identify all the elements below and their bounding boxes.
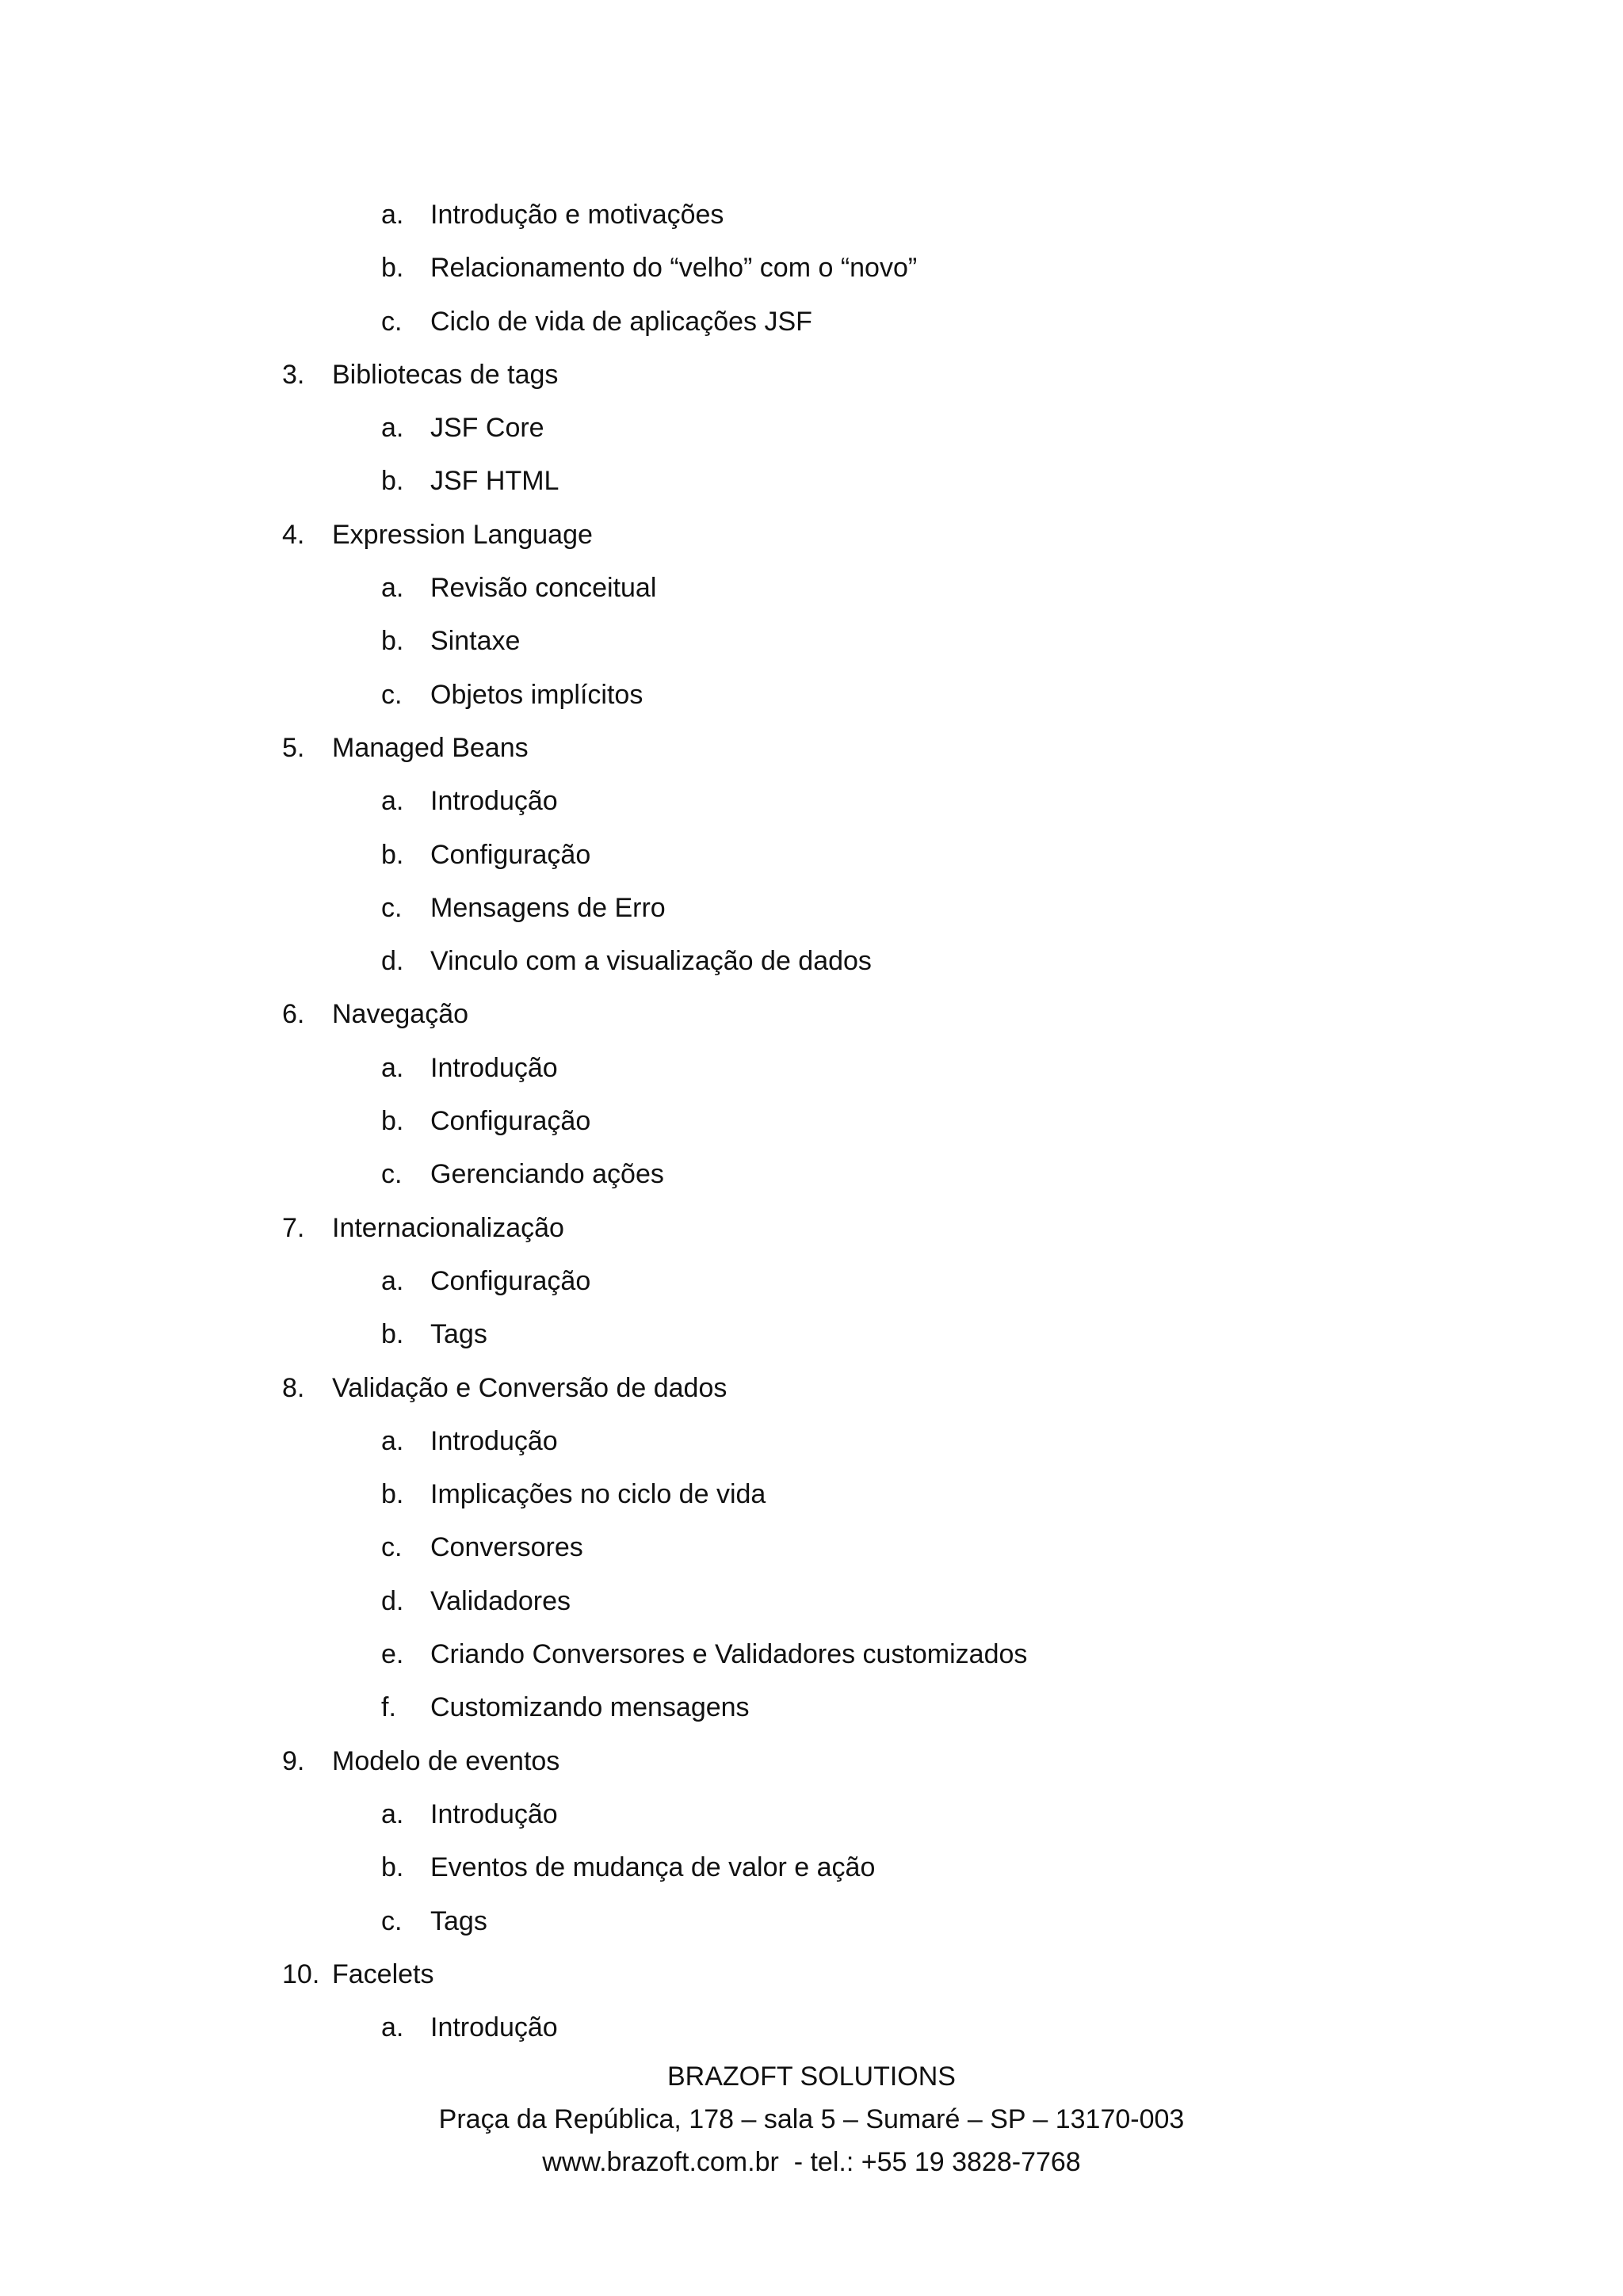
outline-marker: b.: [381, 466, 404, 497]
outline-text: Conversores: [430, 1532, 583, 1563]
outline-text: Facelets: [332, 1958, 434, 1989]
outline-section: [0, 1362, 1623, 1415]
outline-marker: c.: [381, 1532, 403, 1563]
outline-text: Sintaxe: [430, 626, 521, 657]
outline-text: Mensagens de Erro: [430, 892, 666, 923]
outline-text: Expression Language: [332, 519, 593, 550]
outline-subitem: [0, 669, 1623, 722]
outline-text: Managed Beans: [332, 732, 529, 763]
outline-section: [0, 722, 1623, 775]
outline-subitem: [0, 1628, 1623, 1681]
outline-text: Validadores: [430, 1585, 571, 1616]
outline-marker: 3.: [282, 359, 305, 390]
outline-subitem: [0, 1521, 1623, 1574]
outline-marker: b.: [381, 626, 404, 657]
outline-subitem: [0, 1788, 1623, 1841]
outline-text: Ciclo de vida de aplicações JSF: [430, 306, 812, 337]
page-footer: [0, 2055, 1623, 2183]
outline-section: [0, 1202, 1623, 1255]
outline-text: JSF Core: [430, 413, 544, 444]
outline-marker: 5.: [282, 732, 305, 763]
outline-text: Vinculo com a visualização de dados: [430, 946, 872, 977]
outline-section: [0, 1948, 1623, 2001]
outline-subitem: [0, 2001, 1623, 2054]
outline-text: JSF HTML: [430, 466, 559, 497]
outline-text: Introdução: [430, 1052, 558, 1083]
outline-subitem: [0, 1042, 1623, 1095]
outline-marker: c.: [381, 306, 403, 337]
outline-text: Modelo de eventos: [332, 1745, 560, 1776]
outline-subitem: [0, 455, 1623, 508]
outline-subitem: [0, 829, 1623, 882]
outline-marker: f.: [381, 1692, 396, 1723]
outline-marker: a.: [381, 1425, 404, 1456]
outline-subitem: [0, 1255, 1623, 1308]
outline-text: Introdução e motivações: [430, 200, 724, 230]
outline-marker: b.: [381, 253, 404, 284]
outline-marker: a.: [381, 1798, 404, 1829]
outline-text: Configuração: [430, 839, 591, 870]
outline-section: [0, 349, 1623, 402]
outline-text: Introdução: [430, 1798, 558, 1829]
outline-marker: a.: [381, 786, 404, 817]
outline-marker: c.: [381, 679, 403, 710]
outline-subitem: [0, 1148, 1623, 1201]
outline-text: Bibliotecas de tags: [332, 359, 559, 390]
outline-text: Internacionalização: [332, 1212, 564, 1243]
outline-text: Relacionamento do “velho” com o “novo”: [430, 253, 918, 284]
course-outline: [0, 189, 1623, 2054]
outline-text: Customizando mensagens: [430, 1692, 750, 1723]
outline-section: [0, 509, 1623, 562]
outline-subitem: [0, 296, 1623, 349]
outline-subitem: [0, 242, 1623, 295]
outline-text: Criando Conversores e Validadores customizados: [430, 1639, 1028, 1670]
outline-subitem: [0, 1308, 1623, 1361]
outline-marker: b.: [381, 1852, 404, 1883]
outline-subitem: [0, 1681, 1623, 1734]
outline-text: Introdução: [430, 786, 558, 817]
outline-subitem: [0, 882, 1623, 935]
outline-marker: c.: [381, 1159, 403, 1190]
outline-subitem: [0, 562, 1623, 615]
outline-text: Revisão conceitual: [430, 573, 657, 604]
outline-marker: 7.: [282, 1212, 305, 1243]
outline-text: Tags: [430, 1905, 487, 1936]
outline-marker: a.: [381, 200, 404, 230]
outline-marker: b.: [381, 839, 404, 870]
outline-marker: a.: [381, 2012, 404, 2043]
outline-marker: b.: [381, 1106, 404, 1137]
outline-text: Implicações no ciclo de vida: [430, 1479, 766, 1510]
outline-text: Introdução: [430, 2012, 558, 2043]
outline-marker: c.: [381, 892, 403, 923]
outline-marker: a.: [381, 573, 404, 604]
outline-marker: d.: [381, 1585, 404, 1616]
outline-text: Navegação: [332, 999, 469, 1030]
outline-marker: 10.: [282, 1958, 320, 1989]
outline-section: [0, 1735, 1623, 1788]
outline-subitem: [0, 935, 1623, 988]
outline-subitem: [0, 775, 1623, 828]
outline-subitem: [0, 1095, 1623, 1148]
outline-section: [0, 988, 1623, 1041]
footer-address: Praça da República, 178 – sala 5 – Sumaré – SP – 13170-003: [438, 2104, 1185, 2134]
outline-marker: b.: [381, 1319, 404, 1350]
outline-subitem: [0, 615, 1623, 668]
outline-text: Eventos de mudança de valor e ação: [430, 1852, 876, 1883]
outline-subitem: [0, 189, 1623, 242]
outline-subitem: [0, 1415, 1623, 1468]
outline-text: Gerenciando ações: [430, 1159, 664, 1190]
outline-text: Validação e Conversão de dados: [332, 1372, 727, 1403]
outline-subitem: [0, 1895, 1623, 1948]
outline-text: Tags: [430, 1319, 487, 1350]
outline-marker: 4.: [282, 519, 305, 550]
footer-contact: www.brazoft.com.br - tel.: +55 19 3828-7768: [542, 2147, 1081, 2177]
outline-text: Configuração: [430, 1265, 591, 1296]
outline-marker: a.: [381, 413, 404, 444]
outline-text: Configuração: [430, 1106, 591, 1137]
outline-subitem: [0, 402, 1623, 455]
outline-subitem: [0, 1841, 1623, 1894]
outline-subitem: [0, 1575, 1623, 1628]
outline-subitem: [0, 1468, 1623, 1521]
outline-marker: b.: [381, 1479, 404, 1510]
outline-marker: e.: [381, 1639, 404, 1670]
outline-marker: a.: [381, 1265, 404, 1296]
outline-marker: c.: [381, 1905, 403, 1936]
outline-marker: 6.: [282, 999, 305, 1030]
footer-company: BRAZOFT SOLUTIONS: [667, 2061, 956, 2092]
outline-text: Objetos implícitos: [430, 679, 643, 710]
outline-marker: a.: [381, 1052, 404, 1083]
outline-text: Introdução: [430, 1425, 558, 1456]
outline-marker: d.: [381, 946, 404, 977]
outline-marker: 8.: [282, 1372, 305, 1403]
outline-marker: 9.: [282, 1745, 305, 1776]
